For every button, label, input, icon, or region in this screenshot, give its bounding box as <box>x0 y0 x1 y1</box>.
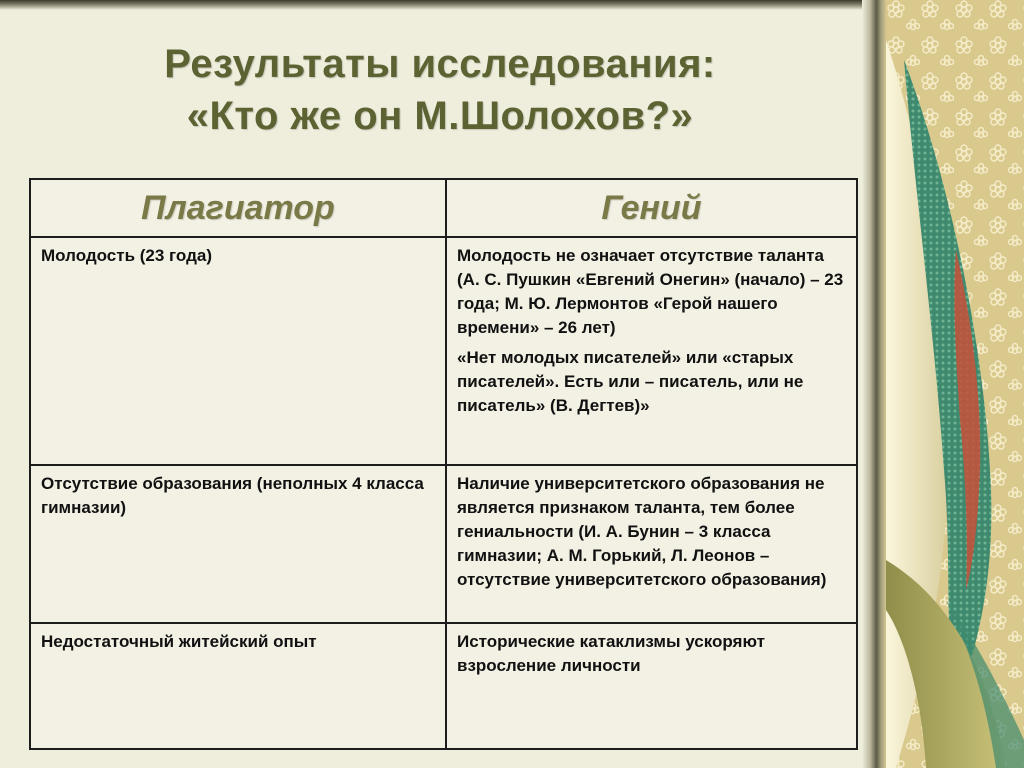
comparison-table <box>29 178 858 750</box>
table-cell-right <box>446 237 857 465</box>
frame-top-bar <box>0 0 884 10</box>
table-row <box>30 465 857 623</box>
cell-text: Молодость не означает отсутствие таланта (А. С. Пушкин «Евгений Онегин» (начало) – 23 года; М. Ю. Лермонтов «Герой нашего времени» – 26 лет) <box>457 246 844 337</box>
cell-text: Молодость (23 года) <box>41 246 212 265</box>
page-title <box>40 38 840 142</box>
frame-edge <box>862 0 886 768</box>
table-cell-right <box>446 623 857 749</box>
table-row <box>30 237 857 465</box>
cell-text: Исторические катаклизмы ускоряют взросление личности <box>457 632 765 675</box>
table-cell-left <box>30 623 446 749</box>
title-line-2: «Кто же он М.Шолохов?» <box>186 94 694 138</box>
header-genius: Гений <box>446 179 857 237</box>
title-line-1: Результаты исследования: <box>164 42 716 86</box>
cell-text: Недостаточный житейский опыт <box>41 632 317 651</box>
cell-text: «Нет молодых писателей» или «старых писателей». Есть или – писатель, или не писатель» (В. Дегтев)» <box>457 348 804 415</box>
header-plagiarist: Плагиатор <box>30 179 446 237</box>
table-cell-right <box>446 465 857 623</box>
table-cell-left <box>30 237 446 465</box>
cell-text: Наличие университетского образования не является признаком таланта, тем более гениальности (И. А. Бунин – 3 класса гимназии; А. М. Горький, Л. Леонов – отсутствие университетского образования) <box>457 474 827 589</box>
table-cell-left <box>30 465 446 623</box>
table-row <box>30 623 857 749</box>
floral-ribbon-decoration-icon <box>886 0 1024 768</box>
table-header-row <box>30 179 857 237</box>
cell-text: Отсутствие образования (неполных 4 класса гимназии) <box>41 474 424 517</box>
